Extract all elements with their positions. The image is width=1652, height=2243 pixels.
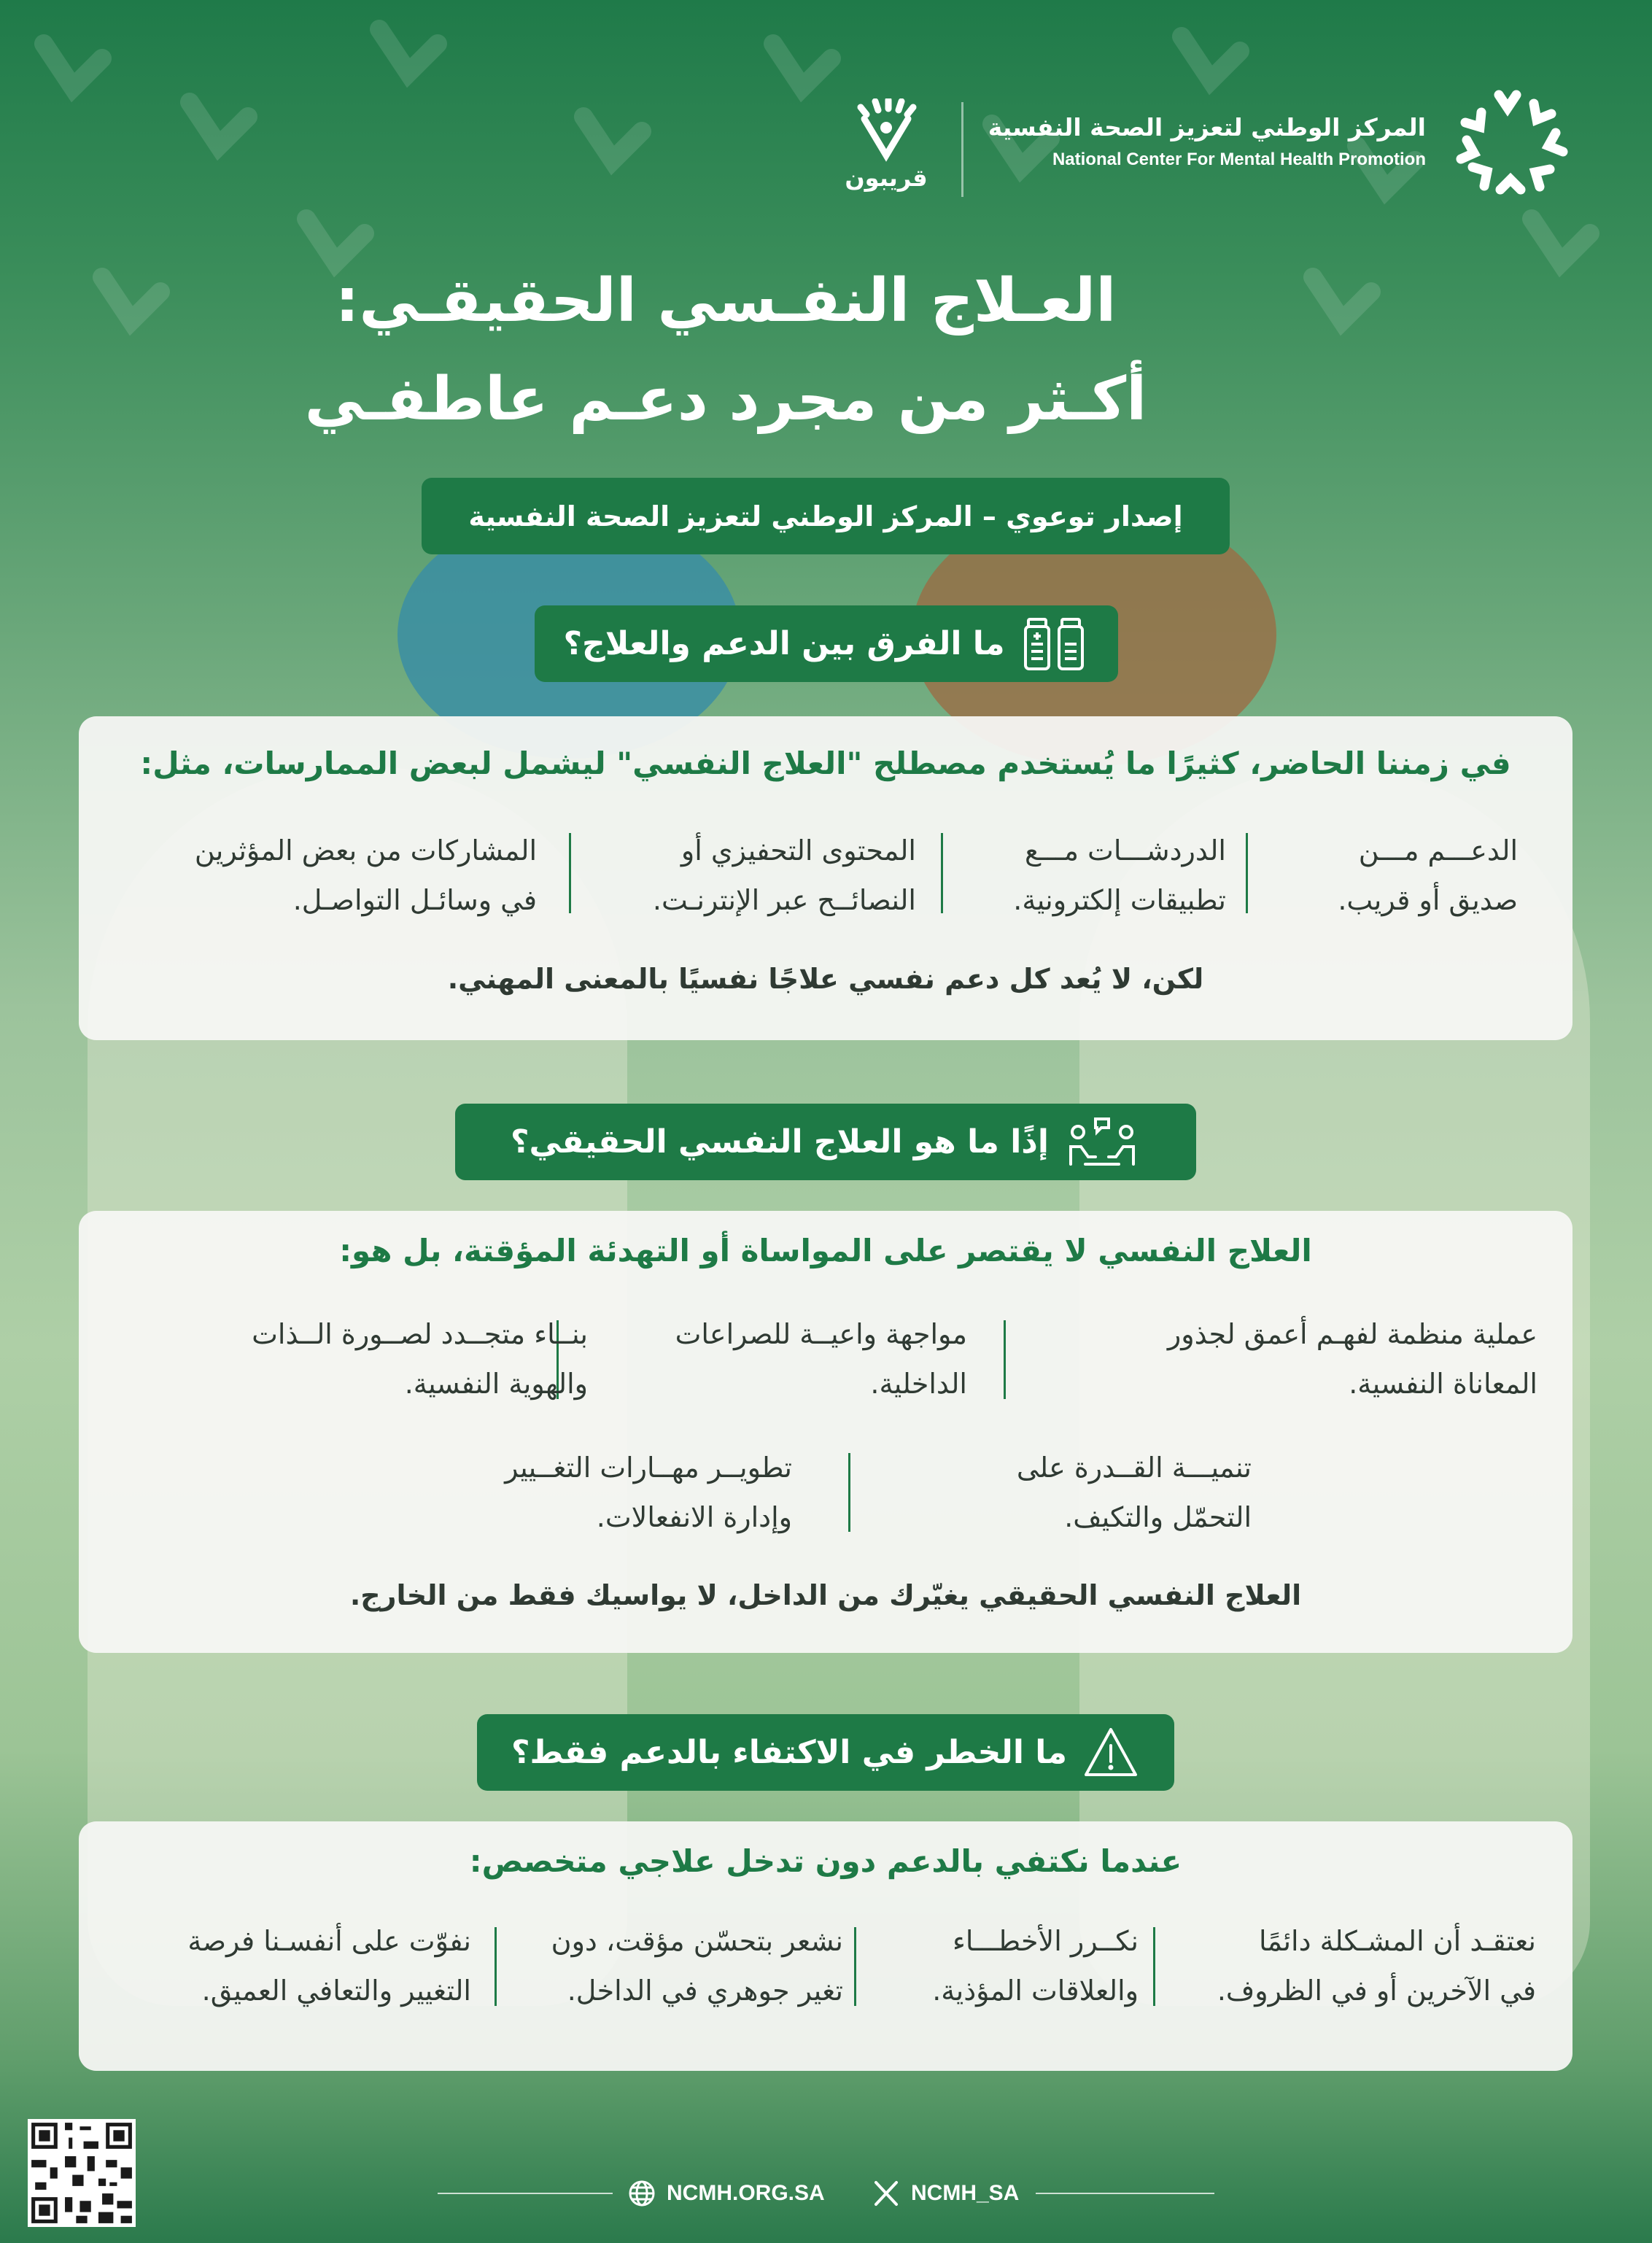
section3-item: نعتقـد أن المشـكلة دائمًا في الآخرين أو في الظروف.: [1217, 1925, 1536, 2007]
column-divider: [1153, 1927, 1155, 2006]
section3-lead: عندما نكتفي بالدعم دون تدخل علاجي متخصص:: [469, 1843, 1182, 1879]
column-divider: [848, 1453, 850, 1532]
section1-item: المشاركات من بعض المؤثرين في وسائـل التواصـل.: [194, 834, 537, 916]
section1-card: [79, 716, 1572, 1040]
therapy-session-icon: [1063, 1113, 1141, 1171]
section2-item: تطويــر مهــارات التغــيير وإدارة الانفعالات.: [505, 1452, 792, 1533]
column-divider: [854, 1927, 856, 2006]
footer-divider: [1036, 2193, 1214, 2194]
warning-icon: [1082, 1724, 1140, 1782]
background-pattern: [0, 0, 1652, 511]
globe-icon: [627, 2179, 656, 2208]
section2-lead: العلاج النفسي لا يقتصر على المواساة أو التهدئة المؤقتة، بل هو:: [339, 1233, 1312, 1268]
qaribun-logo-icon: [846, 98, 926, 164]
website-text: NCMH.ORG.SA: [667, 2181, 825, 2205]
page-title-line1: العـلاج النفـسي الحقيقـي:: [335, 266, 1117, 336]
section2-footer: العلاج النفسي الحقيقي يغيّرك من الداخل، لا يواسيك فقط من الخارج.: [349, 1579, 1302, 1611]
section1-item: الدعـــم مـــن صديق أو قريب.: [1338, 834, 1518, 916]
section1-heading-text: ما الفرق بين الدعم والعلاج؟: [563, 625, 1005, 662]
org-name-english: National Center For Mental Health Promotion: [1052, 150, 1426, 169]
section3-item: نكــرر الأخطـــاء والعلاقات المؤذية.: [932, 1925, 1139, 2007]
page-title-line2: أكـثر من مجرد دعـم عاطفـي: [304, 365, 1147, 434]
partner-name: قريبون: [845, 164, 928, 192]
qr-code[interactable]: [28, 2119, 136, 2227]
section3-card: [79, 1821, 1572, 2071]
section2-heading-text: إذًا ما هو العلاج النفسي الحقيقي؟: [511, 1123, 1049, 1161]
section3-heading: [477, 1714, 1174, 1791]
section1-heading: [535, 605, 1118, 682]
org-name-arabic: المركز الوطني لتعزيز الصحة النفسية: [988, 113, 1426, 142]
section2-item: تنميـــة القــدرة على التحمّل والتكيف.: [1016, 1452, 1252, 1533]
column-divider: [941, 833, 943, 913]
column-divider: [495, 1927, 497, 2006]
section2-item: بنــاء متجــدد لصــورة الــذات والهوية النفسية.: [252, 1318, 588, 1400]
x-logo-icon: [872, 2179, 901, 2208]
social-handle-text: NCMH_SA: [911, 2181, 1020, 2205]
header-divider: [961, 102, 963, 197]
section1-item: المحتوى التحفيزي أو النصائــح عبر الإنترنـت.: [652, 834, 916, 916]
pill-bottles-icon: [1020, 615, 1090, 673]
social-link[interactable]: [872, 2177, 1019, 2209]
column-divider: [1004, 1320, 1006, 1399]
column-divider: [1246, 833, 1248, 913]
section2-card: [79, 1211, 1572, 1653]
section3-item: نشعر بتحسّن مؤقت، دون تغير جوهري في الداخل.: [551, 1925, 843, 2007]
section1-lead: في زمننا الحاضر، كثيرًا ما يُستخدم مصطلح "العلاج النفسي" ليشمل لبعض الممارسات، مثل:: [140, 745, 1511, 781]
section3-heading-text: ما الخطر في الاكتفاء بالدعم فقط؟: [511, 1734, 1067, 1771]
subtitle-badge: إصدار توعوي – المركز الوطني لتعزيز الصحة النفسية: [422, 478, 1230, 554]
ncmh-logo-icon: [1448, 80, 1572, 204]
footer-divider: [438, 2193, 613, 2194]
section1-footer: لكن، لا يُعد كل دعم نفسي علاجًا نفسيًا بالمعنى المهني.: [447, 963, 1204, 995]
website-link[interactable]: [627, 2177, 825, 2209]
header: [0, 80, 1652, 212]
section1-item: الدردشـــات مـــع تطبيقات إلكترونية.: [1013, 834, 1226, 916]
section2-item: عملية منظمة لفهـم أعمق لجذور المعاناة النفسية.: [1167, 1318, 1537, 1400]
section2-heading: [455, 1104, 1196, 1180]
column-divider: [569, 833, 571, 913]
section2-item: مواجهة واعيــة للصراعات الداخلية.: [675, 1318, 967, 1400]
section3-item: نفوّت على أنفسـنا فرصة التغيير والتعافي العميق.: [187, 1925, 471, 2007]
